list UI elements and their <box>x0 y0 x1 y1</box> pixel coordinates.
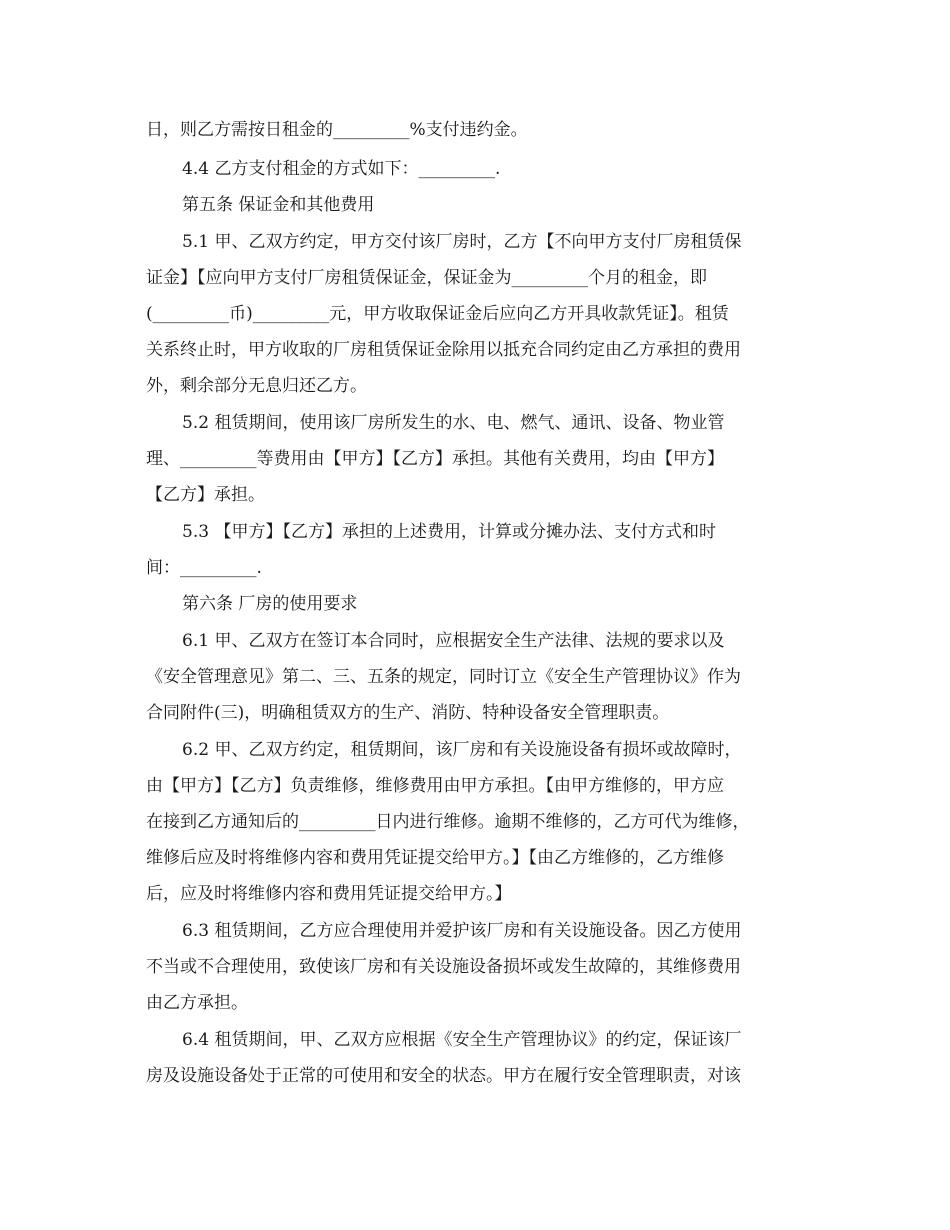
section-heading: 第六条 厂房的使用要求 <box>182 594 358 614</box>
text-line: 合同附件(三)，明确租赁双方的生产、消防、特种设备安全管理职责。 <box>146 703 670 723</box>
text-line: (_________币)_________元，甲方收取保证金后应向乙方开具收款凭证】。租赁 <box>146 304 729 324</box>
text-line: 关系终止时，甲方收取的厂房租赁保证金除用以抵充合同约定由乙方承担的费用 <box>146 340 741 360</box>
text-line: 不当或不合理使用，致使该厂房和有关设施设备损坏或发生故障的，其维修费用 <box>146 957 741 977</box>
text-line: 日，则乙方需按日租金的_________%支付违约金。 <box>146 120 528 140</box>
text-line: 外，剩余部分无息归还乙方。 <box>146 376 367 396</box>
text-line: 6.4 租赁期间，甲、乙双方应根据《安全生产管理协议》的约定，保证该厂 <box>182 1030 742 1050</box>
text-line: 【乙方】承担。 <box>146 485 265 505</box>
text-line: 5.1 甲、乙双方约定，甲方交付该厂房时，乙方【不向甲方支付厂房租赁保 <box>182 232 742 252</box>
text-line: 证金】【应向甲方支付厂房租赁保证金，保证金为_________个月的租金，即 <box>146 268 707 288</box>
text-line: 在接到乙方通知后的_________日内进行维修。逾期不维修的，乙方可代为维修， <box>146 812 750 832</box>
section-heading: 第五条 保证金和其他费用 <box>182 195 375 215</box>
text-line: 6.1 甲、乙双方在签订本合同时，应根据安全生产法律、法规的要求以及 <box>182 631 725 651</box>
text-line: 《安全管理意见》第二、三、五条的规定，同时订立《安全生产管理协议》作为 <box>146 667 741 687</box>
text-line: 由【甲方】【乙方】负责维修，维修费用由甲方承担。【由甲方维修的，甲方应 <box>146 776 724 796</box>
text-line: 5.2 租赁期间，使用该厂房所发生的水、电、燃气、通讯、设备、物业管 <box>182 413 725 433</box>
text-line: 4.4 乙方支付租金的方式如下：_________. <box>182 159 501 179</box>
text-line: 理、_________等费用由【甲方】【乙方】承担。其他有关费用，均由【甲方】 <box>146 449 724 469</box>
text-line: 6.3 租赁期间，乙方应合理使用并爱护该厂房和有关设施设备。因乙方使用 <box>182 921 742 941</box>
text-line: 5.3 【甲方】【乙方】承担的上述费用，计算或分摊办法、支付方式和时 <box>182 522 716 542</box>
text-line: 间：_________. <box>146 558 262 578</box>
text-line: 后，应及时将维修内容和费用凭证提交给甲方。】 <box>146 884 512 904</box>
text-line: 房及设施设备处于正常的可使用和安全的状态。甲方在履行安全管理职责，对该 <box>146 1066 741 1086</box>
text-line: 6.2 甲、乙双方约定，租赁期间，该厂房和有关设施设备有损坏或故障时， <box>182 740 742 760</box>
text-line: 维修后应及时将维修内容和费用凭证提交给甲方。】【由乙方维修的，乙方维修 <box>146 848 724 868</box>
text-line: 由乙方承担。 <box>146 993 248 1013</box>
